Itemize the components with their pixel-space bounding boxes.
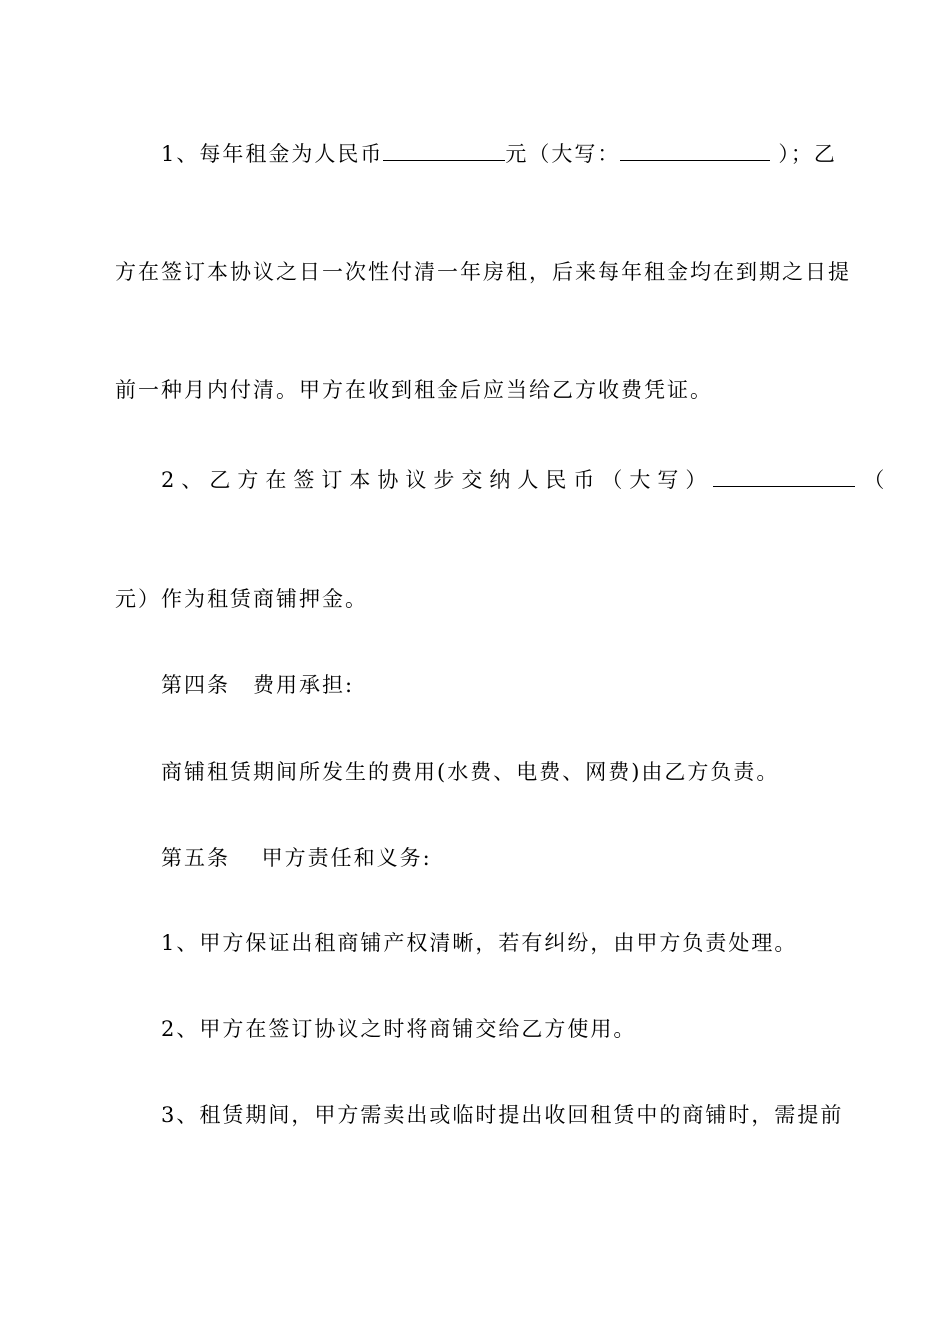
article-5-item-3: 3、租赁期间，甲方需卖出或临时提出收回租赁中的商铺时，需提前 (161, 1103, 844, 1127)
article-5-item-2: 2、甲方在签订协议之时将商铺交给乙方使用。 (161, 1017, 637, 1041)
rent-uppercase-label: 元（大写： (505, 142, 621, 166)
article-5-title: 第五条 甲方责任和义务: (161, 846, 432, 870)
rent-amount-blank (383, 138, 505, 161)
rent-line1-tail: ）；乙 (778, 142, 837, 166)
rent-amount-label: 1、每年租金为人民币 (161, 142, 384, 166)
deposit-blank (713, 464, 855, 487)
rent-uppercase-blank (620, 138, 770, 161)
article-4-body: 商铺租赁期间所发生的费用(水费、电费、网费)由乙方负责。 (161, 760, 780, 784)
deposit-label: 2、乙方在签订本协议步交纳人民币（大写） (161, 468, 714, 492)
deposit-paragraph-line-1 (161, 464, 891, 494)
deposit-paragraph-line-2: 元）作为租赁商铺押金。 (115, 587, 368, 611)
rent-paragraph-line-3: 前一种月内付清。甲方在收到租金后应当给乙方收费凭证。 (115, 378, 713, 402)
article-4-title: 第四条 费用承担: (161, 673, 355, 697)
article-5-item-1: 1、甲方保证出租商铺产权清晰，若有纠纷，由甲方负责处理。 (161, 931, 798, 955)
deposit-line1-tail: （ (863, 468, 892, 492)
rent-paragraph-line-1 (161, 138, 837, 168)
rent-paragraph-line-2: 方在签订本协议之日一次性付清一年房租，后来每年租金均在到期之日提 (115, 260, 851, 284)
